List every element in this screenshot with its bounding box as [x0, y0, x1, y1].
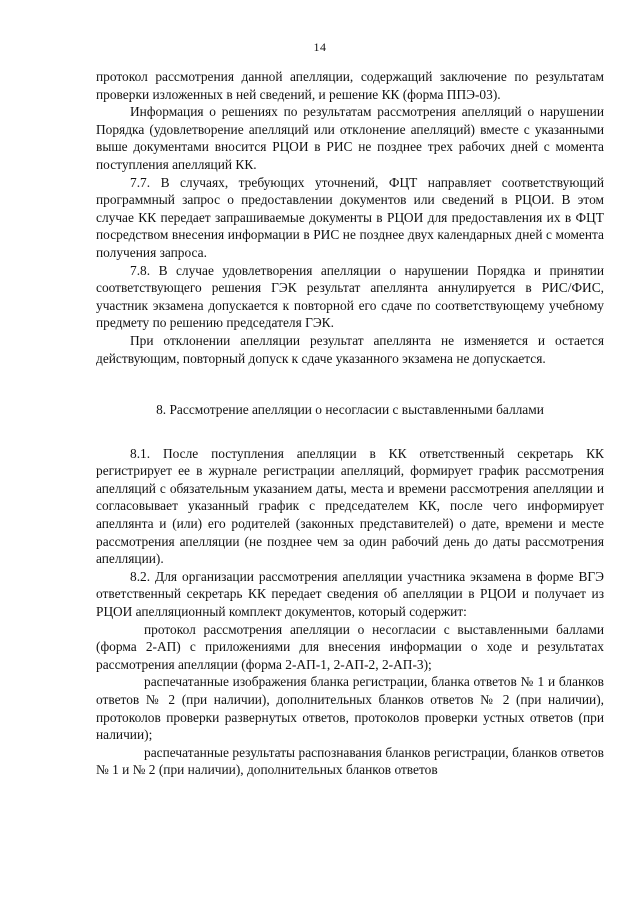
paragraph-information-decisions: Информация о решениях по результатам рассмотрения апелляций о нарушении Порядка (удовлетворение апелляций или отклонение апелляций) вместе с указанными выше документами вносится РЦОИ в РИС не позднее трех рабочих дней с момента поступления апелляций КК. — [96, 104, 604, 172]
list-item-protocol: протокол рассмотрения апелляции о несогласии с выставленными баллами (форма 2-АП) с приложениями для внесения информации о ходе и результатах рассмотрения апелляции (форма 2-АП-1, 2-АП-2, 2-АП-3); — [96, 621, 604, 672]
section-title: 8. Рассмотрение апелляции о несогласии с выставленными баллами — [156, 402, 544, 418]
list-item-recognition-results: распечатанные результаты распознавания бланков регистрации, бланков ответов № 1 и № 2 (при наличии), дополнительных бланков ответов — [96, 744, 604, 778]
page-number: 14 — [313, 40, 327, 54]
paragraph-7-8: 7.8. В случае удовлетворения апелляции о нарушении Порядка и принятии соответствующего решения ГЭК результат апеллянта аннулируется в РИС/ФИС, участник экзамена допускается к повторной его сдаче по соответствующему учебному предмету по решению председателя ГЭК. — [96, 262, 604, 331]
document-body — [96, 68, 604, 779]
paragraph-rejection: При отклонении апелляции результат апеллянта не изменяется и остается действующим, повторный допуск к сдаче указанного экзамена не допускается. — [96, 332, 604, 366]
paragraph-protocol-continuation: протокол рассмотрения данной апелляции, содержащий заключение по результатам проверки изложенных в ней сведений, и решение КК (форма ППЭ-03). — [96, 69, 604, 102]
paragraph-8-1: 8.1. После поступления апелляции в КК ответственный секретарь КК регистрирует ее в журнале регистрации апелляций, формирует график рассмотрения апелляций с обязательным указанием даты, места и времени рассмотрения апелляции и согласовывает указанный график с председателем КК, после чего информирует апеллянта и (или) его родителей (законных представителей) о дате, времени и месте рассмотрения апелляции (не позднее чем за один рабочий день до даты рассмотрения апелляции). — [96, 445, 604, 567]
paragraph-7-7: 7.7. В случаях, требующих уточнений, ФЦТ направляет соответствующий программный запрос о предоставлении документов или сведений в РЦОИ. В этом случае КК передает запрашиваемые документы в РЦОИ для предоставления их в ФЦТ посредством внесения информации в РИС не позднее двух календарных дней с момента получения запроса. — [96, 174, 604, 260]
paragraph-8-2: 8.2. Для организации рассмотрения апелляции участника экзамена в форме ВГЭ ответственный секретарь КК передает сведения об апелляции в РЦОИ и получает из РЦОИ апелляционный комплект документов, который содержит: — [96, 568, 604, 620]
list-item-printed-images: распечатанные изображения бланка регистрации, бланка ответов № 1 и бланков ответов № 2 (при наличии), дополнительных бланков ответов № 2 (при наличии), протоколов проверки развернутых ответов, протоколов проверки устных ответов (при наличии); — [96, 674, 604, 743]
